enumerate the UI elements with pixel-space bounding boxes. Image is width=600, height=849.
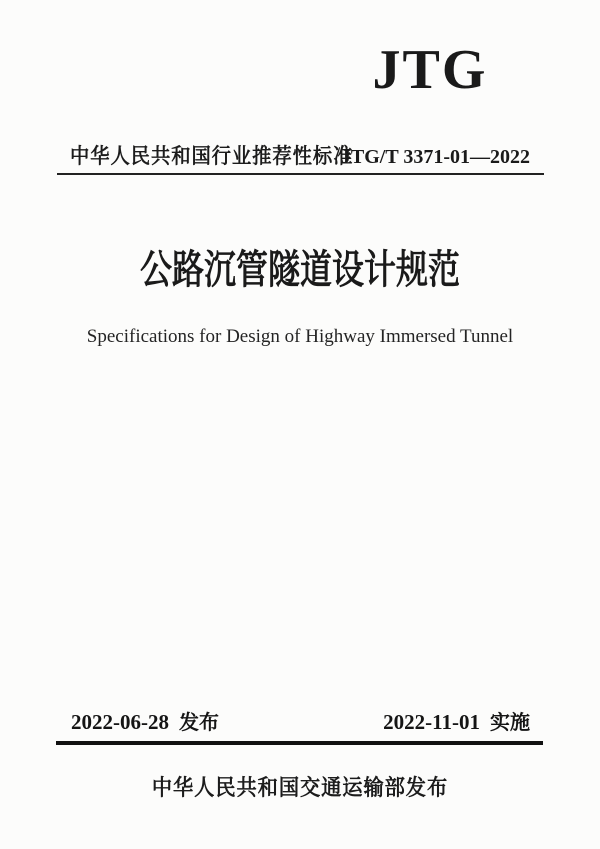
issue-date-group: [71, 706, 219, 735]
standard-type-label: 中华人民共和国行业推荐性标准: [70, 145, 354, 168]
dates-row: [57, 709, 543, 735]
effective-date-group: [383, 706, 530, 735]
header-divider-line: [57, 173, 544, 175]
header-row: [57, 138, 543, 172]
issue-date: 2022-06-28: [71, 710, 169, 734]
jtg-logo: JTG: [372, 39, 488, 101]
document-title-chinese: 公路沉管隧道设计规范: [140, 247, 460, 292]
issue-date-label: 发布: [179, 712, 219, 734]
effective-date-label: 实施: [490, 712, 530, 734]
publisher-line: 中华人民共和国交通运输部发布: [151, 775, 449, 800]
effective-date: 2022-11-01: [383, 710, 480, 734]
footer-divider-line: [56, 741, 543, 745]
document-title-english: Specifications for Design of Highway Immersed Tunnel: [86, 326, 514, 347]
standard-number: JTG/T 3371-01—2022: [340, 146, 530, 168]
